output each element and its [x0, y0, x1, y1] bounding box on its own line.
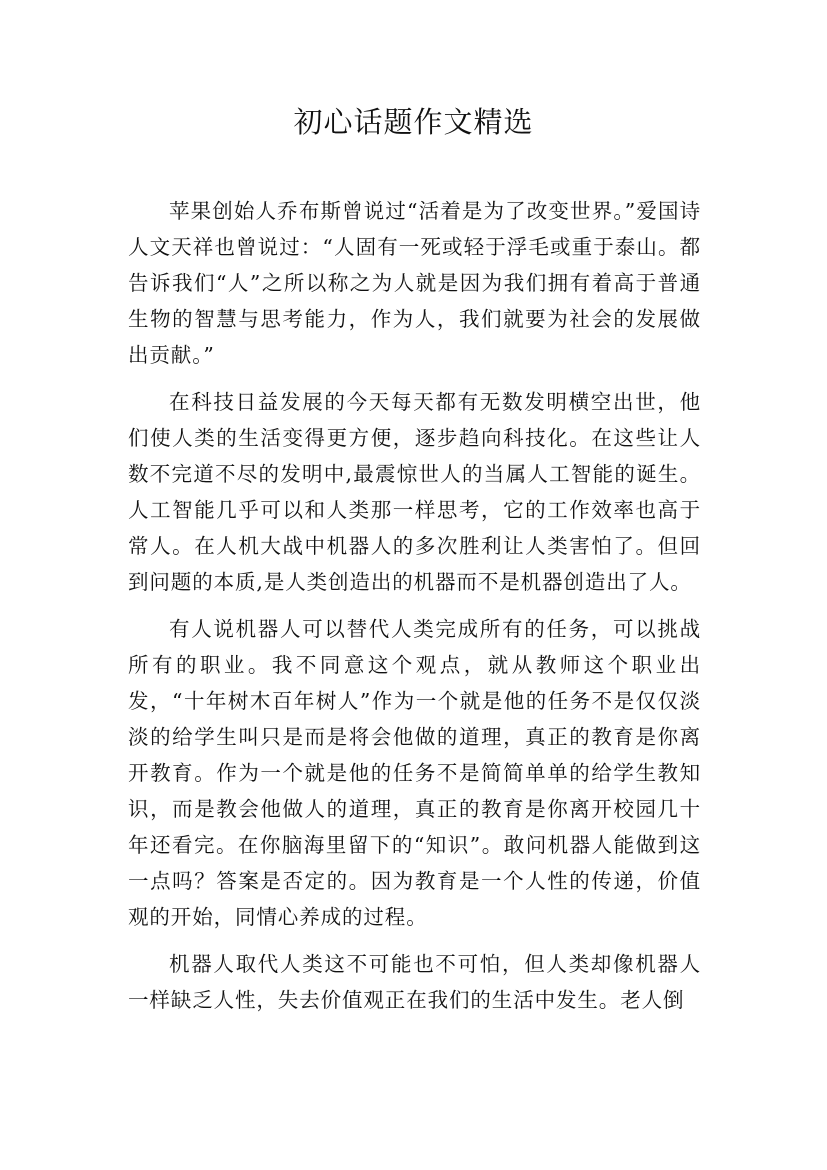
document-body	[128, 193, 701, 1029]
document-title: 初心话题作文精选	[293, 105, 534, 139]
paragraph: 机器人取代人类这不可能也不可怕，但人类却像机器人一样缺乏人性，失去价值观正在我们的生活中发生。老人倒	[128, 952, 701, 1012]
paragraph: 有人说机器人可以替代人类完成所有的任务，可以挑战所有的职业。我不同意这个观点，就从教师这个职业出发，“十年树木百年树人”作为一个就是他的任务不是仅仅淡淡的给学生叫只是而是将会他做的道理，真正的教育是你离开教育。作为一个就是他的任务不是简简单单的给学生教知识，而是教会他做人的道理，真正的教育是你离开校园几十年还看完。在你脑海里留下的“知识”。敢问机器人能做到这一点吗？答案是否定的。因为教育是一个人性的传递，价值观的开始，同情心养成的过程。	[128, 617, 701, 929]
paragraph: 在科技日益发展的今天每天都有无数发明横空出世，他们使人类的生活变得更方便，逐步趋向科技化。在这些让人数不完道不尽的发明中,最震惊世人的当属人工智能的诞生。人工智能几乎可以和人类那一样思考，它的工作效率也高于常人。在人机大战中机器人的多次胜利让人类害怕了。但回到问题的本质,是人类创造出的机器而不是机器创造出了人。	[128, 390, 701, 594]
paragraph: 苹果创始人乔布斯曾说过“活着是为了改变世界。”爱国诗人文天祥也曾说过：“人固有一死或轻于浮毛或重于泰山。都告诉我们“人”之所以称之为人就是因为我们拥有着高于普通生物的智慧与思考能力，作为人，我们就要为社会的发展做出贡献。”	[128, 199, 701, 367]
